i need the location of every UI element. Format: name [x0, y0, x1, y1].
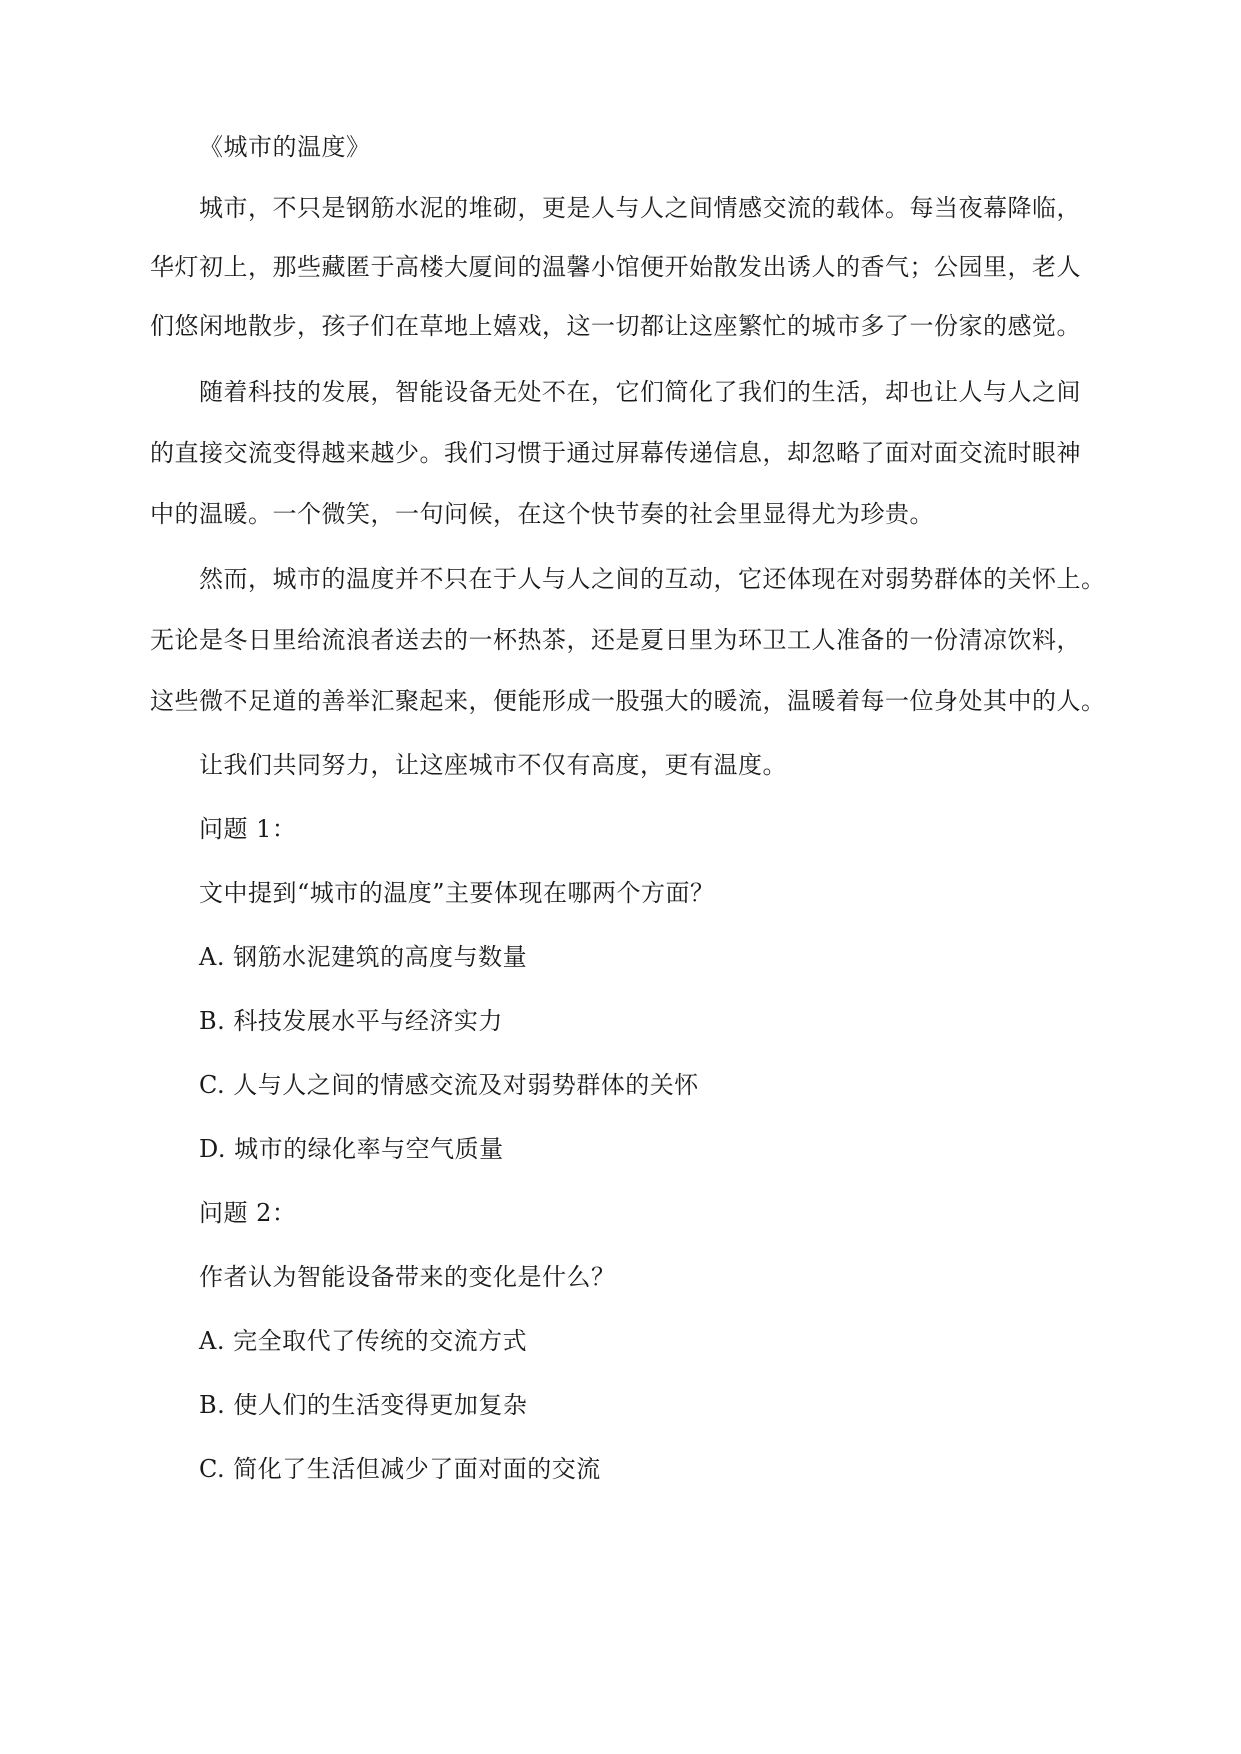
paragraph-line: 华灯初上，那些藏匿于高楼大厦间的温馨小馆便开始散发出诱人的香气；公园里，老人 — [150, 253, 1081, 281]
answer-option: B. 使人们的生活变得更加复杂 — [199, 1391, 528, 1419]
paragraph-line: 中的温暖。一个微笑，一句问候，在这个快节奏的社会里显得尤为珍贵。 — [150, 500, 934, 528]
answer-option: A. 完全取代了传统的交流方式 — [199, 1327, 528, 1355]
paragraph-line: 无论是冬日里给流浪者送去的一杯热茶，还是夏日里为环卫工人准备的一份清凉饮料， — [150, 626, 1081, 654]
question-text: 文中提到“城市的温度”主要体现在哪两个方面？ — [199, 879, 715, 907]
paragraph-line: 让我们共同努力，让这座城市不仅有高度，更有温度。 — [199, 751, 787, 779]
paragraph-line: 们悠闲地散步，孩子们在草地上嬉戏，这一切都让这座繁忙的城市多了一份家的感觉。 — [150, 312, 1081, 340]
paragraph-line: 随着科技的发展，智能设备无处不在，它们简化了我们的生活，却也让人与人之间 — [199, 378, 1081, 406]
answer-option: C. 简化了生活但减少了面对面的交流 — [199, 1455, 601, 1483]
question-label: 问题 1： — [199, 815, 297, 843]
question-label: 问题 2： — [199, 1199, 297, 1227]
answer-option: D. 城市的绿化率与空气质量 — [199, 1135, 504, 1163]
document-title: 《城市的温度》 — [199, 133, 371, 161]
paragraph-line: 然而，城市的温度并不只在于人与人之间的互动，它还体现在对弱势群体的关怀上。 — [199, 565, 1106, 593]
paragraph-line: 的直接交流变得越来越少。我们习惯于通过屏幕传递信息，却忽略了面对面交流时眼神 — [150, 439, 1081, 467]
answer-option: B. 科技发展水平与经济实力 — [199, 1007, 503, 1035]
paragraph-line: 这些微不足道的善举汇聚起来，便能形成一股强大的暖流，温暖着每一位身处其中的人。 — [150, 687, 1106, 715]
answer-option: A. 钢筋水泥建筑的高度与数量 — [199, 943, 528, 971]
answer-option: C. 人与人之间的情感交流及对弱势群体的关怀 — [199, 1071, 699, 1099]
paragraph-line: 城市，不只是钢筋水泥的堆砌，更是人与人之间情感交流的载体。每当夜幕降临， — [199, 194, 1081, 222]
question-text: 作者认为智能设备带来的变化是什么？ — [199, 1263, 616, 1291]
